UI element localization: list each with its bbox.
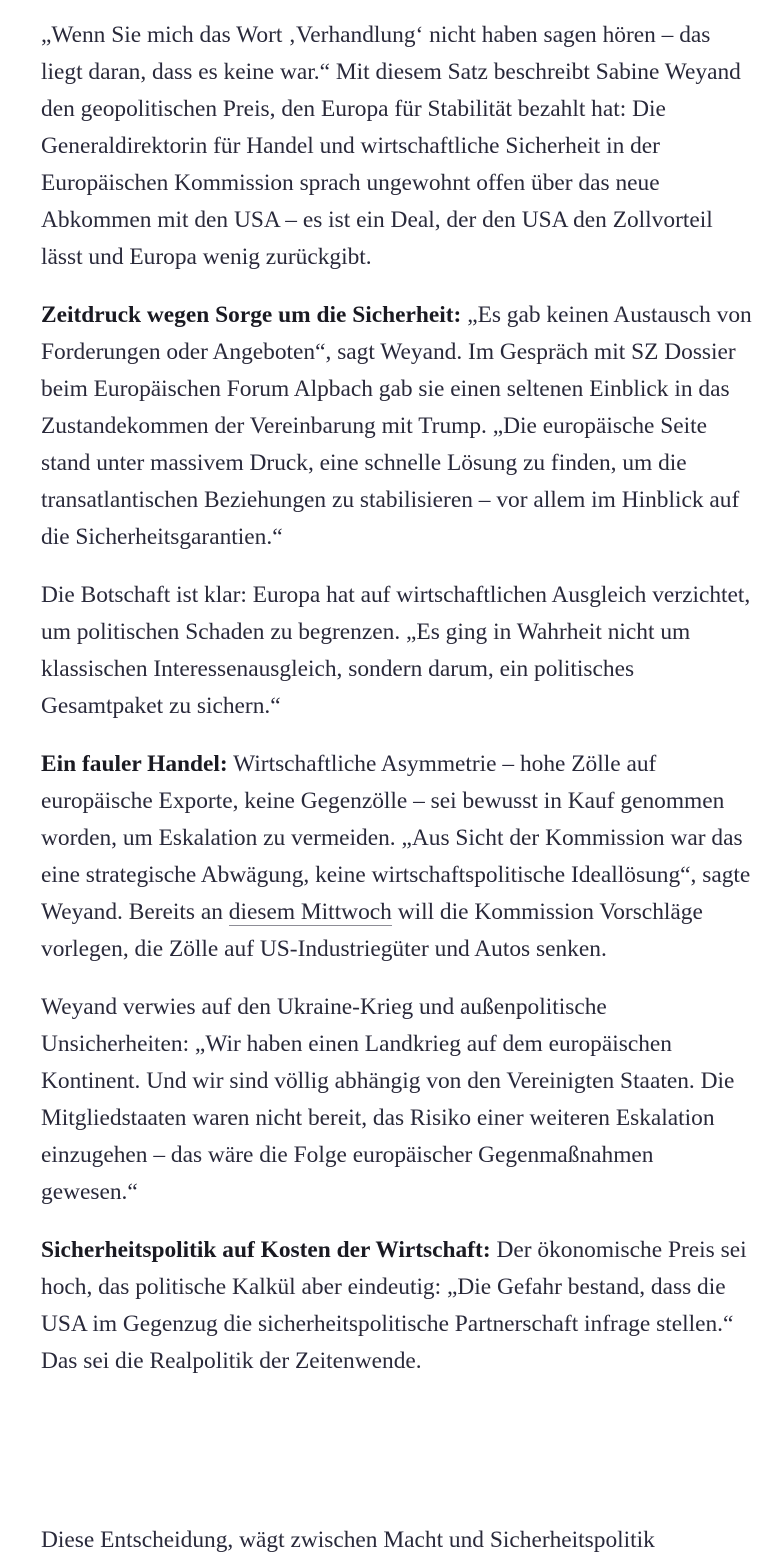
paragraph-lead-heading: Zeitdruck wegen Sorge um die Sicherheit:: [41, 302, 462, 328]
paragraph-lead-heading: Ein fauler Handel:: [41, 751, 228, 777]
article-paragraph-4: [41, 746, 753, 968]
paragraph-text: Weyand verwies auf den Ukraine-Krieg und außenpolitische Unsicherheiten: „Wir haben einen Landkrieg auf dem europäischen Kontinent. Und wir sind völlig abhängig von den Vereinigten Staaten. Die Mitgliedstaaten waren nicht bereit, das Risiko einer weiteren Eskalation einzugehen – das wäre die Folge europäischer Gegenmaßnahmen gewesen.“: [41, 994, 735, 1205]
inline-link-diesem-mittwoch[interactable]: diesem Mittwoch: [228, 899, 392, 925]
paragraph-text: „Wenn Sie mich das Wort ‚Verhandlung‘ nicht haben sagen hören – das liegt daran, dass es keine war.“ Mit diesem Satz beschreibt Sabine Weyand den geopolitischen Preis, den Europa für Stabilität bezahlt hat: Die Generaldirektorin für Handel und wirtschaftliche Sicherheit in der Europäischen Kommission sprach ungewohnt offen über das neue Abkommen mit den USA – es ist ein Deal, der den USA den Zollvorteil lässt und Europa wenig zurückgibt.: [41, 22, 741, 270]
paragraph-text: Wirtschaftliche Asymmetrie – hohe Zölle auf europäische Exporte, keine Gegenzölle – sei bewusst in Kauf genommen worden, um Eskalation zu vermeiden. „Aus Sicht der Kommission war das eine strategische Abwägung, keine wirtschaftspolitische Ideallösung“, sagte Weyand. Bereits an: [41, 751, 751, 925]
cut-off-paragraph: [41, 1516, 753, 1553]
paragraph-text: „Es gab keinen Austausch von Forderungen oder Angeboten“, sagt Weyand. Im Gespräch mit SZ Dossier beim Europäischen Forum Alpbach gab sie einen seltenen Einblick in das Zustandekommen der Vereinbarung mit Trump. „Die europäische Seite stand unter massivem Druck, eine schnelle Lösung zu finden, um die transatlantischen Beziehungen zu stabilisieren – vor allem im Hinblick auf die Sicherheitsgarantien.“: [41, 302, 752, 550]
paragraph-lead-heading: Sicherheitspolitik auf Kosten der Wirtschaft:: [41, 1237, 491, 1263]
article-paragraph-6: [41, 1232, 753, 1380]
article-paragraph-3: [41, 577, 753, 725]
article-paragraph-2: [41, 297, 753, 556]
article-body: [41, 17, 753, 1401]
paragraph-text: Der ökonomische Preis sei hoch, das politische Kalkül aber eindeutig: „Die Gefahr bestand, dass die USA im Gegenzug die sicherheitspolitische Partnerschaft infrage stellen.“ Das sei die Realpolitik der Zeitenwende.: [41, 1237, 747, 1374]
article-paragraph-5: [41, 989, 753, 1211]
paragraph-text: will die Kommission Vorschläge vorlegen, die Zölle auf US-Industriegüter und Autos senken.: [41, 899, 703, 962]
paragraph-text: Die Botschaft ist klar: Europa hat auf wirtschaftlichen Ausgleich verzichtet, um politischen Schaden zu begrenzen. „Es ging in Wahrheit nicht um klassischen Interessenausgleich, sondern darum, ein politisches Gesamtpaket zu sichern.“: [41, 582, 751, 719]
article-paragraph-1: [41, 17, 753, 276]
paragraph-text: Diese Entscheidung, wägt zwischen Macht und Sicherheitspolitik: [41, 1527, 655, 1553]
